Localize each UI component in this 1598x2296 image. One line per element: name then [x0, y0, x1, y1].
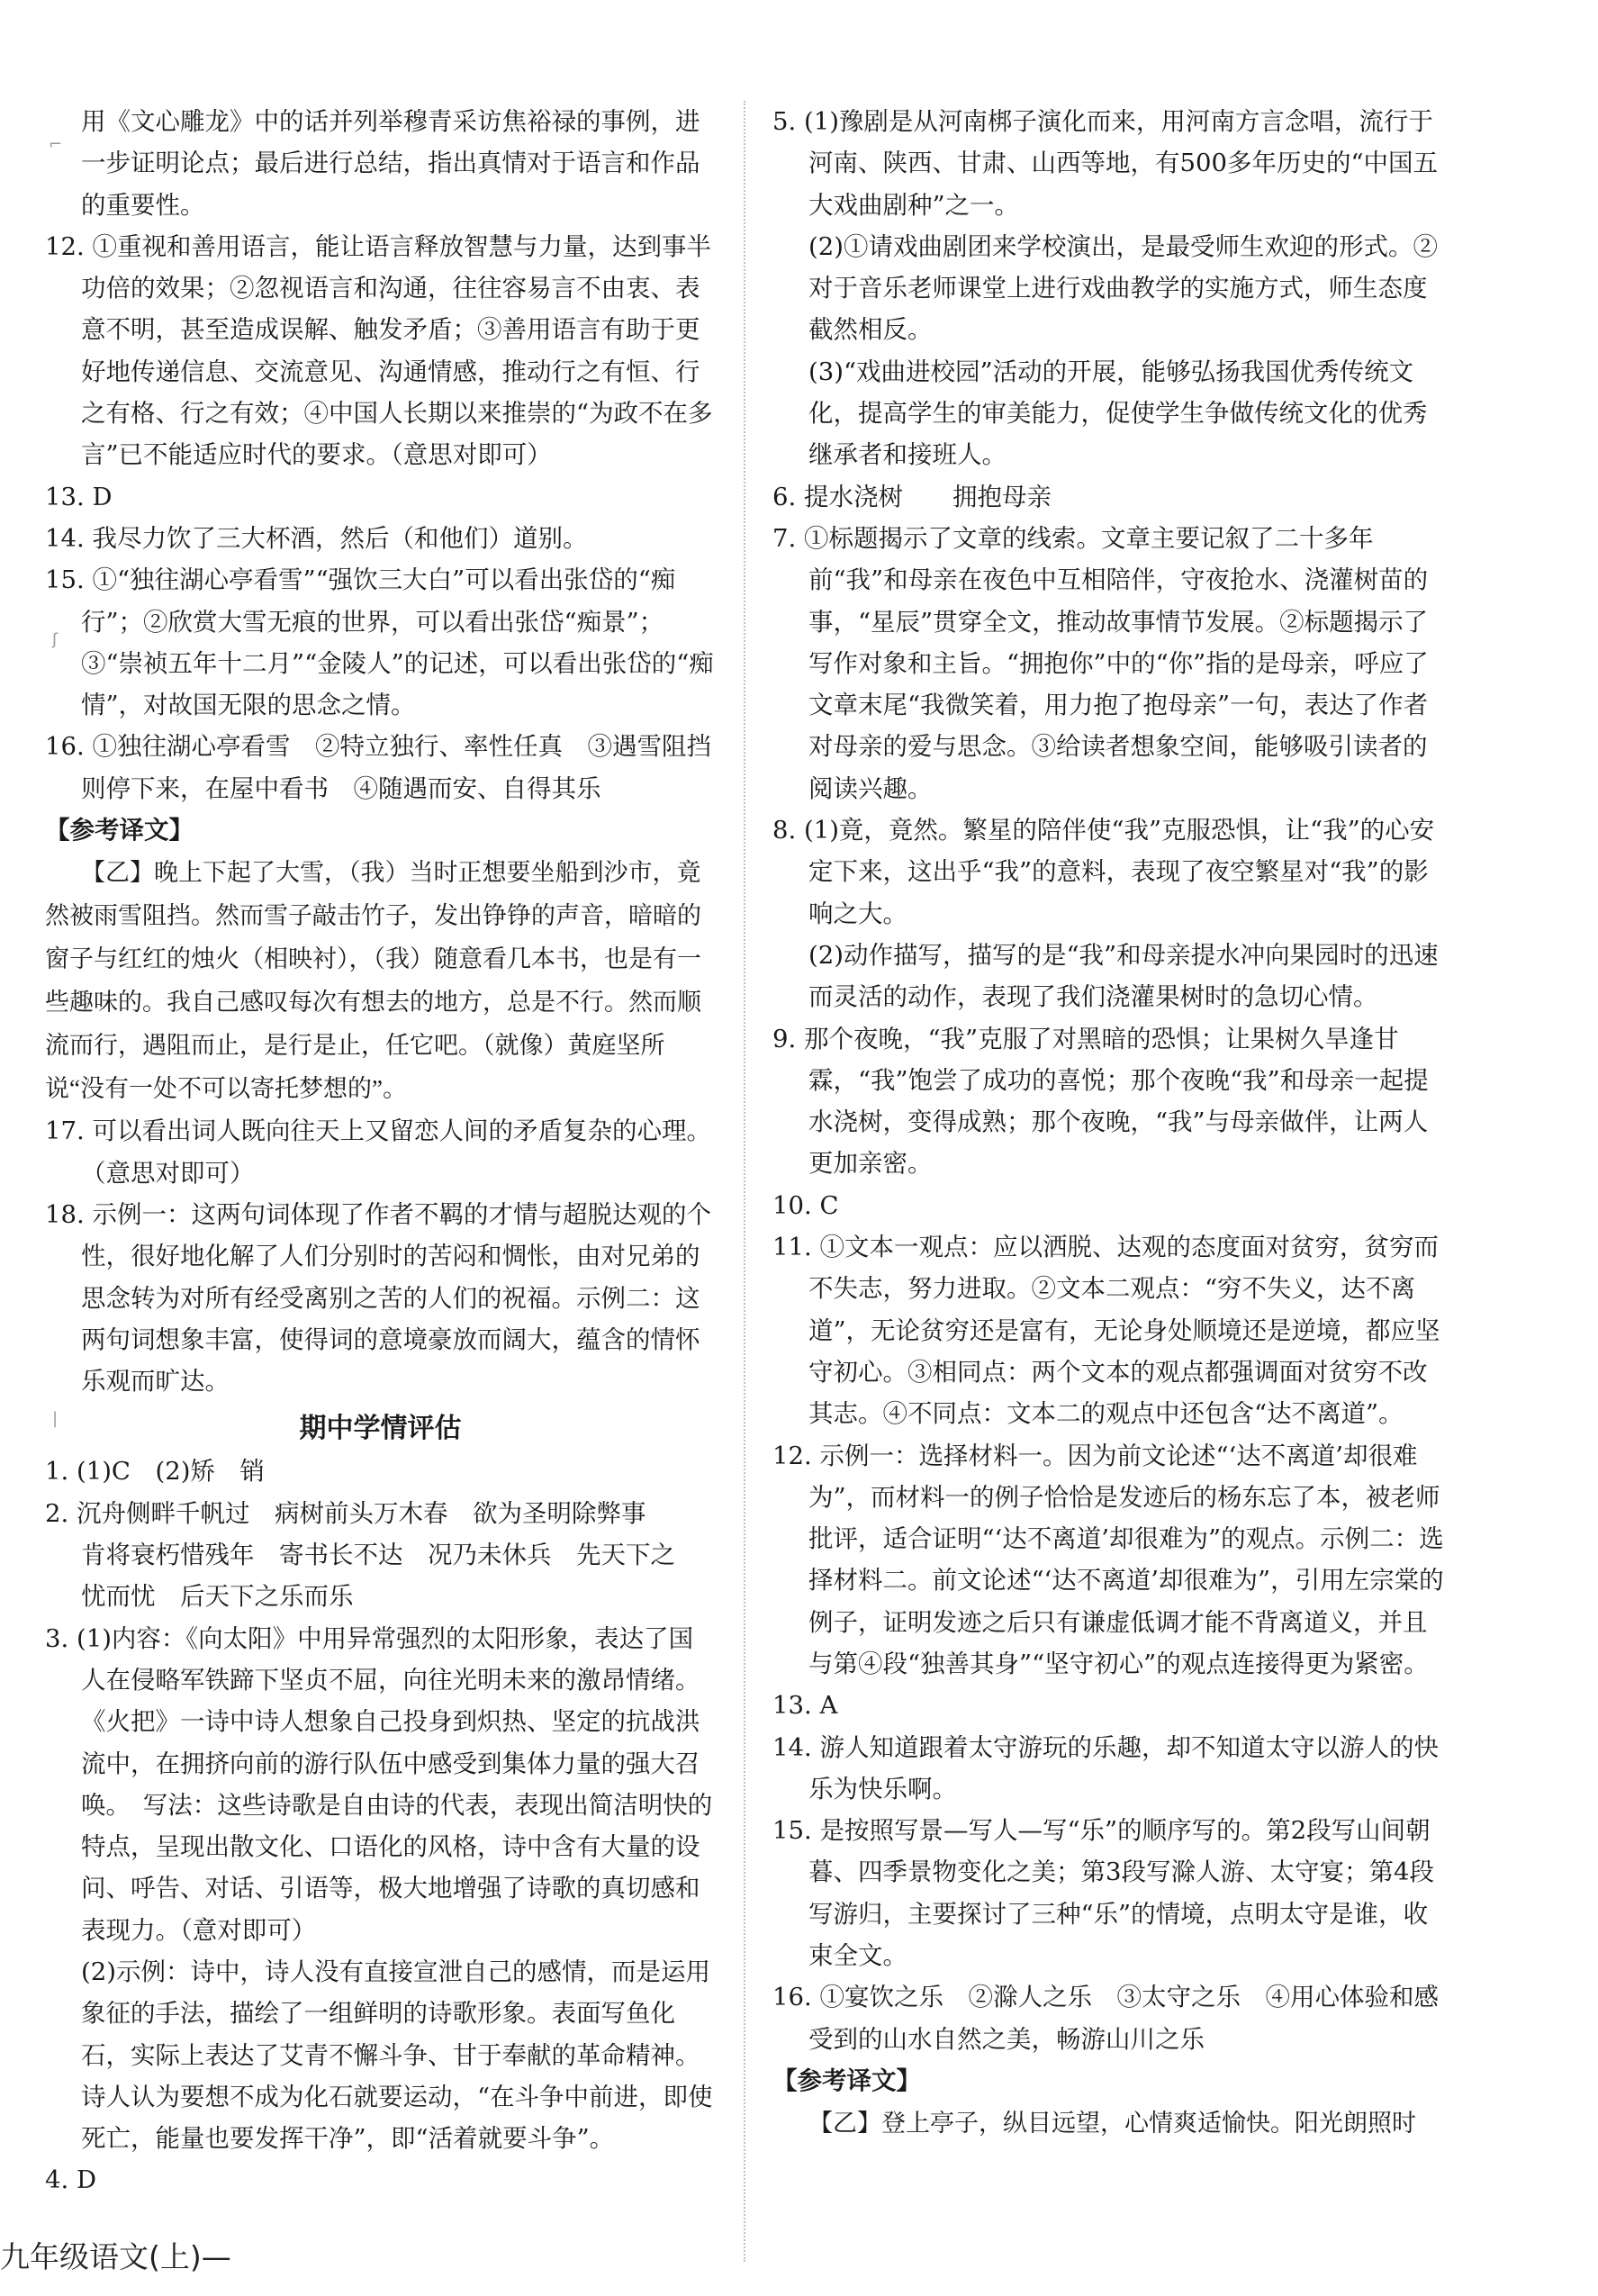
scan-artifact: ʃ: [52, 630, 59, 649]
answer-16: 16. ①独往湖心亭看雪 ②特立独行、率性任真 ③遇雪阻挡则停下来，在屋中看书 ④随遇而安、自得其乐: [45, 732, 711, 803]
reference-translation: 【乙】登上亭子，纵目远望，心情爽适愉快。阳光朗照时: [808, 2110, 1416, 2138]
answer-14: 14. 游人知道跟着太守游玩的乐趣，却不知道太守以游人的快乐为快乐啊。: [772, 1732, 1439, 1803]
answer-12: 12. ①重视和善用语言，能让语言释放智慧与力量，达到事半功倍的效果；②忽视语言和沟通，往往容易言不由衷、表意不明，甚至造成误解、触发矛盾；③善用语言有助于更好地传递信息、交流意见、沟通情感，推动行之有恒、行之有格、行之有效；④中国人长期以来推崇的“为政不在多言”已不能适应时代的要求。（意思对即可）: [45, 231, 713, 470]
answer-13: 13. D: [45, 482, 113, 511]
section-heading: 期中学情评估: [299, 1413, 462, 1445]
reference-translation-heading: 【参考译文】: [772, 2065, 921, 2095]
reference-translation-heading: 【参考译文】: [45, 816, 194, 845]
midterm-answer-3: 3. (1)内容：《向太阳》中用异常强烈的太阳形象，表达了国人在侵略军铁蹄下坚贞不屈，向往光明未来的激昂情绪。《火把》一诗中诗人想象自己投身到炽热、坚定的抗战洪流中，在拥挤向前的游行队伍中感受到集体力量的强大召唤。 写法：这些诗歌是自由诗的代表，表现出简洁明快的特点，呈现出散文化、口语化的风格，诗中含有大量的设问、呼告、对话、引语等，极大地增强了诗歌的真切感和表现力。（意对即可）: [45, 1623, 713, 1945]
answer-15: 15. 是按照写景—写人—写“乐”的顺序写的。第2段写山间朝暮、四季景物变化之美；第3段写滁人游、太守宴；第4段写游归，主要探讨了三种“乐”的情境，点明太守是谁，收束全文。: [772, 1816, 1434, 1971]
answer-12: 12. 示例一：选择材料一。因为前文论述“‘达不离道’却很难为”，而材料一的例子恰恰是发迹后的杨东忘了本，被老师批评，适合证明“‘达不离道’却很难为”的观点。示例二：选择材料二。前文论述“‘达不离道’却很难为”，引用左宗棠的例子，证明发迹之后只有谦虚低调才能不背离道义，并且与第④段“独善其身”“坚守初心”的观点连接得更为紧密。: [772, 1441, 1444, 1678]
answer-continued: 用《文心雕龙》中的话并列举穆青采访焦裕禄的事例，进一步证明论点；最后进行总结，指出真情对于语言和作品的重要性。: [81, 107, 700, 220]
answer-8: 8. (1)竟，竟然。繁星的陪伴使“我”克服恐惧，让“我”的心安定下来，这出乎“我”的意料，表现了夜空繁星对“我”的影响之大。: [772, 816, 1435, 928]
answer-13: 13. A: [772, 1691, 838, 1721]
answer-8-part2: (2)动作描写，描写的是“我”和母亲提水冲向果园时的迅速而灵活的动作，表现了我们浇灌果树时的急切心情。: [808, 940, 1439, 1012]
answer-14: 14. 我尽力饮了三大杯酒，然后（和他们）道别。: [45, 523, 588, 553]
left-column: [45, 101, 716, 2201]
answer-6: 6. 提水浇树 拥抱母亲: [772, 482, 1052, 511]
midterm-answer-2: 2. 沉舟侧畔千帆过 病树前头万木春 欲为圣明除弊事: [45, 1498, 646, 1528]
scan-artifact: |: [52, 1409, 59, 1428]
answer-5-part2: (2)①请戏曲剧团来学校演出，是最受师生欢迎的形式。②对于音乐老师课堂上进行戏曲教学的实施方式，师生态度截然相反。: [808, 231, 1438, 345]
column-divider: [744, 101, 746, 2262]
answer-5-part3: (3)“戏曲进校园”活动的开展，能够弘扬我国优秀传统文化，提高学生的审美能力，促使学生争做传统文化的优秀继承者和接班人。: [808, 357, 1428, 470]
answer-11: 11. ①文本一观点：应以洒脱、达观的态度面对贫穷，贫穷而不失志，努力进取。②文本二观点：“穷不失义，达不离道”，无论贫穷还是富有，无论身处顺境还是逆境，都应坚守初心。③相同点：两个文本的观点都强调面对贫穷不改其志。④不同点：文本二的观点中还包含“达不离道”。: [772, 1233, 1440, 1429]
midterm-answer-2-line: 忧而忧 后天下之乐而乐: [81, 1582, 354, 1612]
reference-translation: 【乙】晚上下起了大雪，（我）当时正想要坐船到沙市，竟然被雨雪阻挡。然而雪子敲击竹子，发出铮铮的声音，暗暗的窗子与红红的烛火（相映衬），（我）随意看几本书，也是有一些趣味的。我自己感叹每次有想去的地方，总是不行。然而顺流而行，遇阻而止，是行是止，任它吧。（就像）黄庭坚所说“没有一处不可以寄托梦想的”。: [45, 859, 701, 1103]
midterm-answer-1: 1. (1)C (2)矫 销: [45, 1457, 265, 1487]
midterm-answer-3-part2: (2)示例：诗中，诗人没有直接宣泄自己的感情，而是运用象征的手法，描绘了一组鲜明的诗歌形象。表面写鱼化石，实际上表达了艾青不懈斗争、甘于奉献的革命精神。诗人认为要想不成为化石就要运动，“在斗争中前进，即使死亡，能量也要发挥干净”，即“活着就要斗争”。: [81, 1957, 713, 2154]
answer-10: 10. C: [772, 1190, 839, 1220]
scan-artifact: ⌐: [49, 135, 63, 154]
answer-18: 18. 示例一：这两句词体现了作者不羁的才情与超脱达观的个性，很好地化解了人们分别时的苦闷和惆怅，由对兄弟的思念转为对所有经受离别之苦的人们的祝福。示例二：这两句词想象丰富，使得词的意境豪放而阔大，蕴含的情怀乐观而旷达。: [45, 1199, 711, 1397]
answer-5: 5. (1)豫剧是从河南梆子演化而来，用河南方言念唱，流行于河南、陕西、甘肃、山西等地，有500多年历史的“中国五大戏曲剧种”之一。: [772, 107, 1439, 220]
answer-16: 16. ①宴饮之乐 ②滁人之乐 ③太守之乐 ④用心体验和感受到的山水自然之美，畅游山川之乐: [772, 1983, 1439, 2054]
midterm-answer-4: 4. D: [45, 2165, 97, 2195]
answer-9: 9. 那个夜晚，“我”克服了对黑暗的恐惧；让果树久旱逢甘霖，“我”饱尝了成功的喜悦；那个夜晚“我”和母亲一起提水浇树，变得成熟；那个夜晚，“我”与母亲做伴，让两人更加亲密。: [772, 1024, 1429, 1179]
right-column: [772, 101, 1448, 2145]
answer-15: 15. ①“独往湖心亭看雪”“强饮三大白”可以看出张岱的“痴行”；②欣赏大雪无痕的世界，可以看出张岱“痴景”；③“崇祯五年十二月”“金陵人”的记述，可以看出张岱的“痴情”，对故国无限的思念之情。: [45, 565, 714, 720]
page-footer: 九年级语文(上)—: [0, 2239, 231, 2274]
midterm-answer-2-line: 肯将衰朽惜残年 寄书长不达 况乃未休兵 先天下之: [81, 1541, 675, 1570]
answer-7: 7. ①标题揭示了文章的线索。文章主要记叙了二十多年前“我”和母亲在夜色中互相陪伴，守夜抢水、浇灌树苗的事，“星辰”贯穿全文，推动故事情节发展。②标题揭示了写作对象和主旨。“拥抱你”中的“你”指的是母亲，呼应了文章末尾“我微笑着，用力抱了抱母亲”一句，表达了作者对母亲的爱与思念。③给读者想象空间，能够吸引读者的阅读兴趣。: [772, 523, 1429, 803]
answer-17: 17. 可以看出词人既向往天上又留恋人间的矛盾复杂的心理。（意思对即可）: [45, 1116, 711, 1188]
